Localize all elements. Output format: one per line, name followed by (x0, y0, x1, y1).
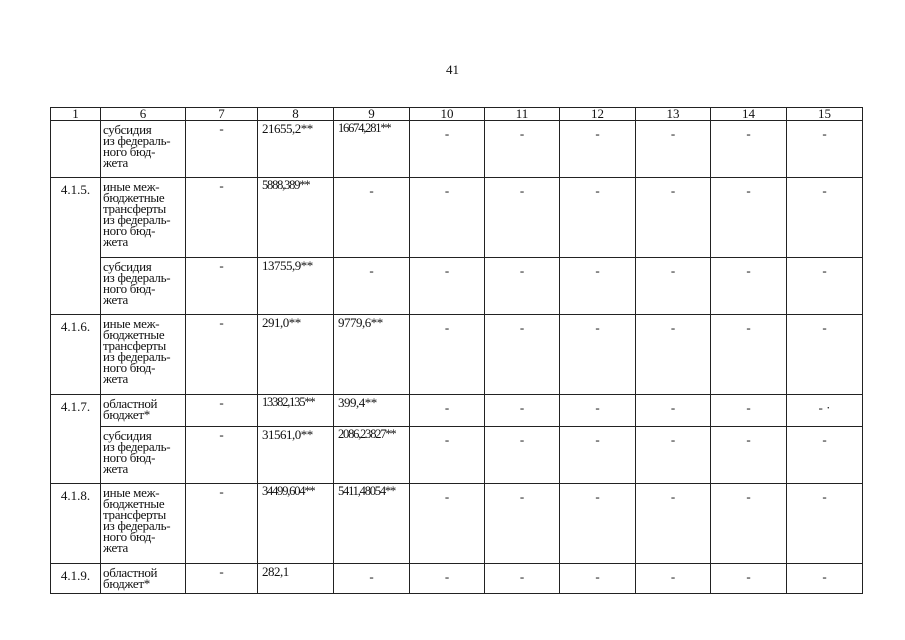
description-line: ного бюд- (103, 144, 156, 159)
cell-col8: 5888,389** (258, 178, 334, 258)
column-header: 11 (485, 108, 560, 121)
cell-col8: 21655,2** (258, 121, 334, 178)
cell-col11: - (485, 258, 560, 315)
description-line: из федераль- (103, 518, 171, 533)
cell-col9: 2086,23827** (334, 427, 410, 484)
cell-col13: - (636, 178, 711, 258)
cell-col14: - (711, 395, 787, 427)
row-number: 4.1.5. (51, 178, 101, 315)
cell-col13: - (636, 564, 711, 594)
table-row (51, 258, 863, 315)
cell-col7: - (186, 484, 258, 564)
description-line: жета (103, 540, 128, 555)
cell-col14: - (711, 427, 787, 484)
cell-col15: - · (787, 395, 863, 427)
cell-col10: - (410, 427, 485, 484)
description-line: иные меж- (103, 316, 160, 331)
table-row (51, 395, 863, 427)
cell-col7: - (186, 315, 258, 395)
description-line: трансферты (103, 507, 166, 522)
cell-col13: - (636, 258, 711, 315)
cell-col7: - (186, 178, 258, 258)
description-line: трансферты (103, 201, 166, 216)
table-row (51, 121, 863, 178)
description-line: иные меж- (103, 485, 160, 500)
description-line: ного бюд- (103, 529, 156, 544)
description-line: бюджет* (103, 576, 150, 591)
table-row (51, 178, 863, 258)
cell-col12: - (560, 178, 636, 258)
description-line: жета (103, 234, 128, 249)
description-line: из федераль- (103, 439, 171, 454)
description-line: из федераль- (103, 349, 171, 364)
cell-col14: - (711, 258, 787, 315)
cell-col11: - (485, 564, 560, 594)
cell-col15: - (787, 258, 863, 315)
cell-col11: - (485, 427, 560, 484)
cell-col9: - (334, 258, 410, 315)
cell-col9: 399,4** (334, 395, 410, 427)
cell-col7: - (186, 258, 258, 315)
cell-col12: - (560, 121, 636, 178)
cell-col10: - (410, 395, 485, 427)
cell-col13: - (636, 484, 711, 564)
budget-table (50, 107, 863, 594)
cell-col7: - (186, 427, 258, 484)
cell-col10: - (410, 315, 485, 395)
cell-col14: - (711, 484, 787, 564)
cell-col7: - (186, 564, 258, 594)
description-line: бюджет* (103, 407, 150, 422)
cell-col9: - (334, 178, 410, 258)
cell-col10: - (410, 564, 485, 594)
cell-col8: 13755,9** (258, 258, 334, 315)
table-row (51, 484, 863, 564)
row-number: 4.1.7. (51, 395, 101, 484)
description-line: бюджетные (103, 327, 165, 342)
table-row (51, 564, 863, 594)
column-header: 1 (51, 108, 101, 121)
cell-col15: - (787, 484, 863, 564)
cell-col10: - (410, 121, 485, 178)
row-number: 4.1.8. (51, 484, 101, 564)
description-line: из федераль- (103, 212, 171, 227)
table-row (51, 427, 863, 484)
cell-col13: - (636, 395, 711, 427)
cell-col11: - (485, 315, 560, 395)
column-header: 6 (101, 108, 186, 121)
column-header: 15 (787, 108, 863, 121)
table-row (51, 315, 863, 395)
column-header: 14 (711, 108, 787, 121)
cell-col9: - (334, 564, 410, 594)
description-line: бюджетные (103, 496, 165, 511)
cell-col11: - (485, 178, 560, 258)
row-description (101, 315, 186, 395)
cell-col8: 31561,0** (258, 427, 334, 484)
description-line: жета (103, 155, 128, 170)
description-line: жета (103, 371, 128, 386)
description-line: жета (103, 292, 128, 307)
description-line: ного бюд- (103, 281, 156, 296)
description-line: из федераль- (103, 270, 171, 285)
cell-col13: - (636, 121, 711, 178)
cell-col11: - (485, 484, 560, 564)
description-line: ного бюд- (103, 450, 156, 465)
cell-col9: 16674,281** (334, 121, 410, 178)
cell-col12: - (560, 427, 636, 484)
column-header: 8 (258, 108, 334, 121)
row-description (101, 395, 186, 427)
cell-col14: - (711, 121, 787, 178)
cell-col8: 34499,604** (258, 484, 334, 564)
cell-col9: 9779,6** (334, 315, 410, 395)
column-header: 9 (334, 108, 410, 121)
cell-col13: - (636, 315, 711, 395)
description-line: ного бюд- (103, 360, 156, 375)
page-number: 41 (446, 62, 459, 77)
row-number (51, 121, 101, 178)
description-line: областной (103, 396, 158, 411)
description-line: областной (103, 565, 158, 580)
row-description (101, 484, 186, 564)
column-header: 10 (410, 108, 485, 121)
cell-col12: - (560, 258, 636, 315)
row-description (101, 121, 186, 178)
description-line: трансферты (103, 338, 166, 353)
cell-col10: - (410, 484, 485, 564)
cell-col12: - (560, 484, 636, 564)
cell-col15: - (787, 178, 863, 258)
column-header: 7 (186, 108, 258, 121)
cell-col14: - (711, 178, 787, 258)
table-header-row (51, 108, 863, 121)
description-line: ного бюд- (103, 223, 156, 238)
column-header: 13 (636, 108, 711, 121)
cell-col9: 5411,48054** (334, 484, 410, 564)
row-description (101, 258, 186, 315)
cell-col14: - (711, 315, 787, 395)
cell-col11: - (485, 121, 560, 178)
description-line: жета (103, 461, 128, 476)
cell-col7: - (186, 121, 258, 178)
description-line: иные меж- (103, 179, 160, 194)
column-header: 12 (560, 108, 636, 121)
row-description (101, 427, 186, 484)
cell-col10: - (410, 178, 485, 258)
cell-col12: - (560, 315, 636, 395)
row-number: 4.1.9. (51, 564, 101, 594)
description-line: бюджетные (103, 190, 165, 205)
cell-col15: - (787, 427, 863, 484)
row-number: 4.1.6. (51, 315, 101, 395)
row-description (101, 564, 186, 594)
cell-col7: - (186, 395, 258, 427)
cell-col10: - (410, 258, 485, 315)
cell-col12: - (560, 395, 636, 427)
cell-col15: - (787, 564, 863, 594)
cell-col8: 291,0** (258, 315, 334, 395)
description-line: субсидия (103, 259, 152, 274)
description-line: субсидия (103, 428, 152, 443)
row-description (101, 178, 186, 258)
cell-col13: - (636, 427, 711, 484)
cell-col15: - (787, 121, 863, 178)
cell-col15: - (787, 315, 863, 395)
cell-col8: 13382,135** (258, 395, 334, 427)
cell-col8: 282,1 (258, 564, 334, 594)
description-line: субсидия (103, 122, 152, 137)
cell-col12: - (560, 564, 636, 594)
description-line: из федераль- (103, 133, 171, 148)
cell-col14: - (711, 564, 787, 594)
cell-col11: - (485, 395, 560, 427)
